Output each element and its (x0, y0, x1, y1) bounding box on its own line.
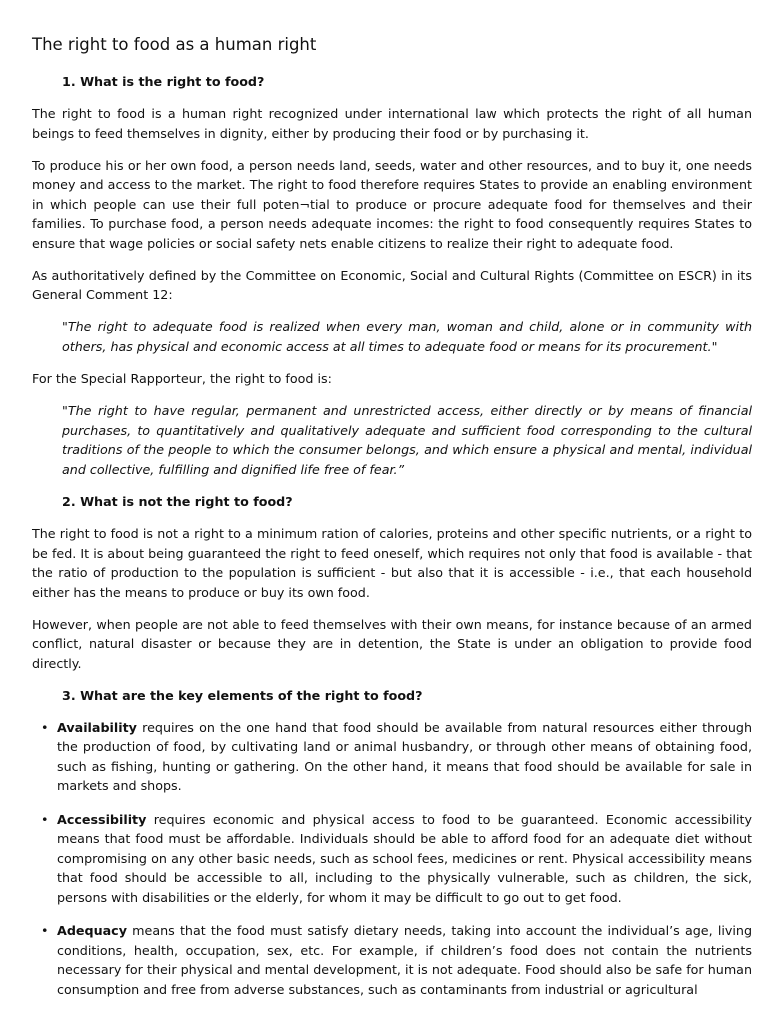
section-heading-3: 3. What are the key elements of the right to food? (62, 687, 423, 703)
list-item-term: Availability (57, 719, 137, 735)
document-title: The right to food as a human right (32, 35, 317, 54)
paragraph: However, when people are not able to feed themselves with their own means, for instance because of an armed conflict, natural disaster or because they are in detention, the State is under an obligation to provide food directly. (32, 616, 752, 671)
quote-special-rapporteur: "The right to have regular, permanent and unrestricted access, either directly or by means of financial purchases, to quantitatively and qualitatively adequate and sufficient food corresponding to the cultural traditions of the people to which the consumer belongs, and which ensure a physical and mental, individual and collective, fulfilling and dignified life free of fear.” (62, 403, 752, 477)
list-item-text: means that the food must satisfy dietary needs, taking into account the individual’s age, living conditions, health, occupation, sex, etc. For example, if children’s food does not contain the nutrients necessary for their physical and mental development, it is not adequate. Food should also be safe for human consumption and free from adverse substances, such as contaminants from industrial or agricultural (57, 923, 752, 997)
bullet-icon: • (41, 923, 49, 938)
paragraph: As authoritatively defined by the Committee on Economic, Social and Cultural Rights (Committee on ESCR) in its General Comment 12: (32, 267, 752, 302)
list-item-term: Adequacy (57, 923, 127, 938)
list-item-term: Accessibility (57, 811, 147, 827)
list-item-text: requires economic and physical access to food to be guaranteed. Economic accessibility means that food must be affordable. Individuals should be able to afford food for an adequate diet without compromising on any other basic needs, such as school fees, medicines or rent. Physical accessibility means that food should be accessible to all, including to the physically vulnerable, such as children, the sick, persons with disabilities or the elderly, for whom it may be difficult to go out to get food. (57, 811, 752, 905)
section-heading-1: 1. What is the right to food? (62, 74, 265, 89)
list-item (32, 921, 752, 999)
document-page (32, 33, 752, 1013)
paragraph: To produce his or her own food, a person needs land, seeds, water and other resources, and to buy it, one needs money and access to the market. The right to food therefore requires States to provide an enabling environment in which people can use their full poten¬tial to produce or procure adequate food for themselves and their families. To purchase food, a person needs adequate incomes: the right to food consequently requires States to ensure that wage policies or social safety nets enable citizens to realize their right to adequate food. (32, 157, 752, 251)
bullet-icon: • (41, 719, 49, 735)
section-heading-2: 2. What is not the right to food? (62, 494, 293, 509)
list-item (32, 810, 752, 908)
bullet-icon: • (41, 811, 49, 827)
paragraph: For the Special Rapporteur, the right to food is: (32, 371, 332, 386)
list-item-text: requires on the one hand that food should be available from natural resources either through the production of food, by cultivating land or animal husbandry, or through other means of obtaining food, such as fishing, hunting or gathering. On the other hand, it means that food should be available for sale in markets and shops. (57, 719, 752, 793)
list-item (32, 718, 752, 796)
quote-general-comment-12: "The right to adequate food is realized when every man, woman and child, alone or in community with others, has physical and economic access at all times to adequate food or means for its procurement." (62, 319, 752, 354)
paragraph: The right to food is not a right to a minimum ration of calories, proteins and other specific nutrients, or a right to be fed. It is about being guaranteed the right to feed oneself, which requires not only that food is available - that the ratio of production to the population is sufficient - but also that it is accessible - i.e., that each household either has the means to produce or buy its own food. (32, 526, 752, 600)
paragraph: The right to food is a human right recognized under international law which protects the right of all human beings to feed themselves in dignity, either by producing their food or by purchasing it. (32, 106, 752, 141)
key-elements-list (32, 718, 752, 1000)
